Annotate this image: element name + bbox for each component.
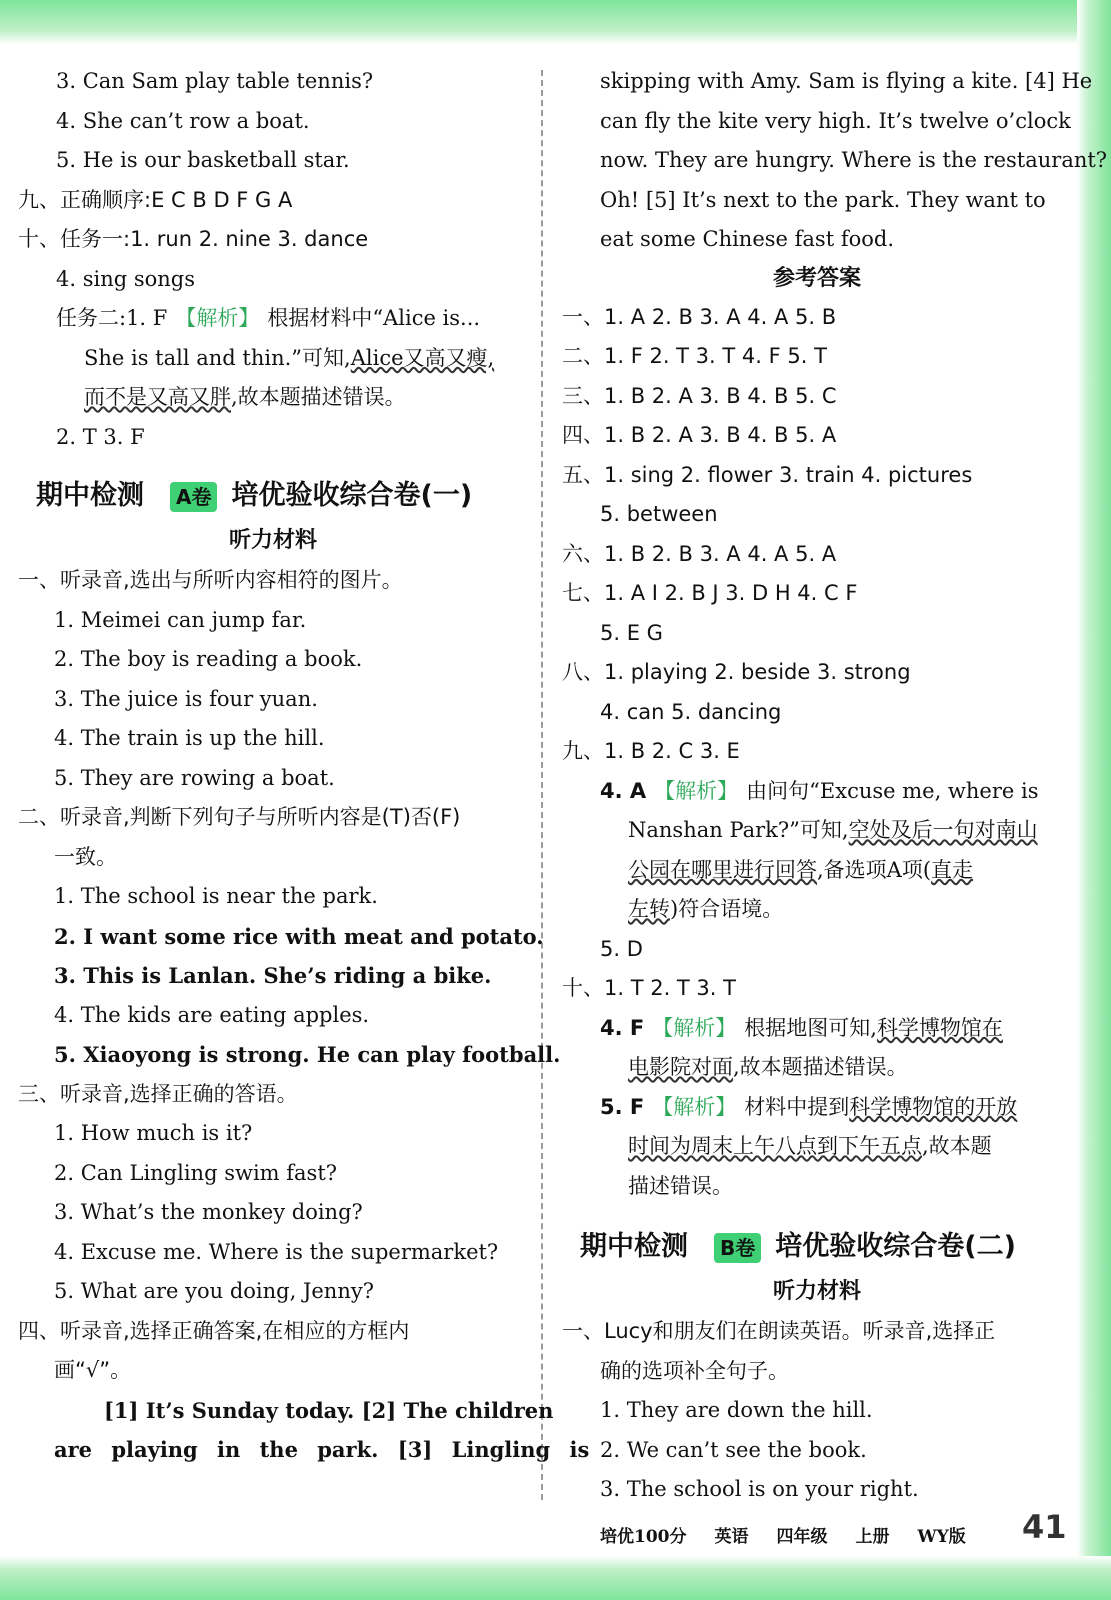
section-header-label: 期中检测 — [36, 480, 144, 511]
analysis-text: 根据地图可知, — [744, 1015, 877, 1040]
analysis-text: ,故本题描述错误。 — [231, 385, 406, 409]
text-line: 1. They are down the hill. — [600, 1398, 873, 1422]
section-header-b — [562, 1222, 1072, 1272]
text-line: are playing in the park. [3] Lingling is — [54, 1437, 590, 1462]
question-heading: 四、听录音,选择正确答案,在相应的方框内 — [18, 1318, 410, 1343]
text-line: 2. The boy is reading a book. — [54, 647, 363, 671]
underlined-text: 科学博物馆在 — [876, 1015, 1003, 1040]
left-column — [18, 62, 590, 1470]
text-line: [1] It’s Sunday today. [2] The children — [104, 1397, 554, 1423]
analysis-text: 材料中提到 — [744, 1094, 850, 1119]
answer-line: 二、1. F 2. T 3. T 4. F 5. T — [562, 344, 827, 368]
answer-label: 5. F — [600, 1094, 645, 1119]
underlined-text: 公园在哪里进行回答 — [628, 857, 817, 882]
analysis-tag: 【解析】 — [652, 1094, 737, 1119]
analysis-tag: 【解析】 — [654, 778, 739, 803]
answer-line: 5. D — [600, 936, 643, 961]
text-line: 4. Excuse me. Where is the supermarket? — [54, 1239, 499, 1264]
analysis-text: 根据材料中“Alice is... — [267, 306, 481, 330]
analysis-text: 由问句“Excuse me, where is — [746, 778, 1039, 803]
text-line: can fly the kite very high. It’s twelve o’clock — [600, 108, 1071, 133]
analysis-text: ,故本题 — [922, 1134, 992, 1158]
answer-label: 任务二:1. F — [56, 306, 168, 330]
underlined-text: Alice又高又瘦, — [350, 345, 495, 370]
section-header-title: 培优验收综合卷(二) — [775, 1231, 1016, 1262]
answer-line: 4. sing songs — [56, 266, 196, 291]
footer-volume: 上册 — [855, 1527, 890, 1547]
page-number: 41 — [1022, 1508, 1067, 1546]
text-line: Oh! [5] It’s next to the park. They want to — [600, 187, 1046, 212]
text-line: 4. She can’t row a boat. — [56, 108, 310, 133]
analysis-line — [562, 1048, 1072, 1088]
analysis-line — [18, 339, 528, 379]
analysis-line — [18, 378, 528, 418]
underlined-text: 空处及后一句对南山 — [848, 818, 1038, 842]
analysis-line — [562, 851, 1072, 891]
text-line: 1. How much is it? — [54, 1121, 253, 1145]
underlined-text: 左转 — [628, 897, 670, 921]
analysis-tag: 【解析】 — [175, 306, 260, 330]
text-line: 1. The school is near the park. — [54, 884, 378, 908]
volume-tag: B卷 — [714, 1233, 761, 1263]
text-line: 3. Can Sam play table tennis? — [56, 69, 374, 93]
underlined-text: 而不是又高又胖 — [84, 385, 231, 409]
text-line: 2. We can’t see the book. — [600, 1437, 867, 1462]
page-footer — [600, 1522, 994, 1547]
text-line: 5. Xiaoyong is strong. He can play football. — [54, 1042, 561, 1067]
analysis-line: 描述错误。 — [628, 1173, 733, 1198]
footer-subject: 英语 — [714, 1527, 749, 1547]
answer-label: 4. A — [600, 778, 647, 803]
section-header-label: 期中检测 — [580, 1231, 688, 1262]
underlined-text: 科学博物馆的开放 — [849, 1094, 1018, 1119]
text-line: skipping with Amy. Sam is flying a kite. [4] He — [600, 69, 1093, 93]
text-line: 3. The juice is four yuan. — [54, 686, 318, 711]
answer-line: 一、1. A 2. B 3. A 4. A 5. B — [562, 304, 837, 329]
underlined-text: 时间为周末上午八点到下午五点 — [628, 1134, 922, 1158]
text-line: 5. What are you doing, Jenny? — [54, 1279, 374, 1303]
answer-line: 十、1. T 2. T 3. T — [562, 976, 736, 1000]
text-line: 5. They are rowing a boat. — [54, 765, 335, 790]
question-heading: 一、听录音,选出与所听内容相符的图片。 — [18, 568, 403, 592]
analysis-line — [562, 811, 1072, 851]
analysis-text: Nanshan Park?”可知, — [628, 818, 849, 842]
section-header-title: 培优验收综合卷(一) — [231, 480, 473, 511]
column-divider — [541, 70, 543, 1500]
answer-line: 九、正确顺序:E C B D F G A — [18, 187, 293, 212]
text-line: 3. This is Lanlan. She’s riding a bike. — [54, 963, 492, 988]
answer-line: 九、1. B 2. C 3. E — [562, 739, 740, 763]
question-heading: 二、听录音,判断下列句子与所听内容是(T)否(F) — [18, 805, 461, 829]
section-header-a — [18, 471, 528, 521]
text-line: 3. What’s the monkey doing? — [54, 1200, 363, 1224]
analysis-tag: 【解析】 — [652, 1015, 737, 1040]
analysis-line — [562, 890, 1072, 930]
question-heading: 一、Lucy和朋友们在朗读英语。听录音,选择正 — [562, 1319, 996, 1343]
answer-label: 4. F — [600, 1015, 645, 1040]
analysis-line — [562, 772, 1072, 812]
subheading: 听力材料 — [772, 1279, 861, 1304]
decorative-border-right — [1077, 0, 1111, 1600]
question-heading: 三、听录音,选择正确的答语。 — [18, 1081, 298, 1106]
footer-grade: 四年级 — [776, 1527, 828, 1547]
analysis-line — [562, 1009, 1072, 1049]
answer-line: 三、1. B 2. A 3. B 4. B 5. C — [562, 383, 837, 408]
text-line: 2. I want some rice with meat and potato. — [54, 923, 544, 949]
analysis-text: She is tall and thin.”可知, — [84, 345, 351, 370]
text-line: 4. The kids are eating apples. — [54, 1002, 370, 1027]
question-heading: 画“√”。 — [54, 1358, 132, 1382]
answer-title: 参考答案 — [772, 265, 861, 291]
analysis-line — [562, 1088, 1072, 1128]
decorative-border-bottom — [0, 1556, 1111, 1600]
underlined-text: 直走 — [931, 857, 974, 882]
question-heading: 确的选项补全句子。 — [600, 1358, 789, 1383]
text-line: now. They are hungry. Where is the restaurant? — [600, 148, 1108, 172]
subheading: 听力材料 — [228, 528, 317, 553]
text-line: eat some Chinese fast food. — [600, 227, 894, 251]
answer-line: 六、1. B 2. B 3. A 4. A 5. A — [562, 541, 837, 566]
answer-line: 5. E G — [600, 620, 663, 645]
analysis-text: ,故本题描述错误。 — [733, 1055, 908, 1079]
right-column — [562, 62, 1108, 1510]
answer-line: 五、1. sing 2. flower 3. train 4. pictures — [562, 462, 973, 487]
footer-brand: 培优100分 — [600, 1527, 687, 1547]
text-line: 2. Can Lingling swim fast? — [54, 1160, 338, 1185]
text-line: 3. The school is on your right. — [600, 1477, 919, 1501]
footer-edition: WY版 — [917, 1527, 966, 1547]
volume-tag: A卷 — [170, 482, 217, 512]
answer-line: 八、1. playing 2. beside 3. strong — [562, 660, 911, 684]
analysis-line — [562, 1127, 1072, 1167]
text-line: 5. He is our basketball star. — [56, 148, 350, 172]
underlined-text: 电影院对面 — [628, 1055, 733, 1079]
decorative-border-top — [0, 0, 1111, 44]
analysis-text: )符合语境。 — [670, 897, 784, 921]
answer-line: 十、任务一:1. run 2. nine 3. dance — [18, 227, 369, 251]
analysis-line — [18, 299, 528, 339]
analysis-text: ,备选项A项( — [817, 857, 932, 882]
answer-line: 七、1. A I 2. B J 3. D H 4. C F — [562, 581, 858, 605]
text-line: 1. Meimei can jump far. — [54, 607, 307, 632]
answer-line: 4. can 5. dancing — [600, 699, 782, 724]
answer-line: 四、1. B 2. A 3. B 4. B 5. A — [562, 423, 837, 447]
text-line: 4. The train is up the hill. — [54, 726, 325, 750]
answer-line: 2. T 3. F — [56, 424, 145, 449]
question-heading: 一致。 — [54, 844, 117, 869]
answer-line: 5. between — [600, 502, 718, 526]
